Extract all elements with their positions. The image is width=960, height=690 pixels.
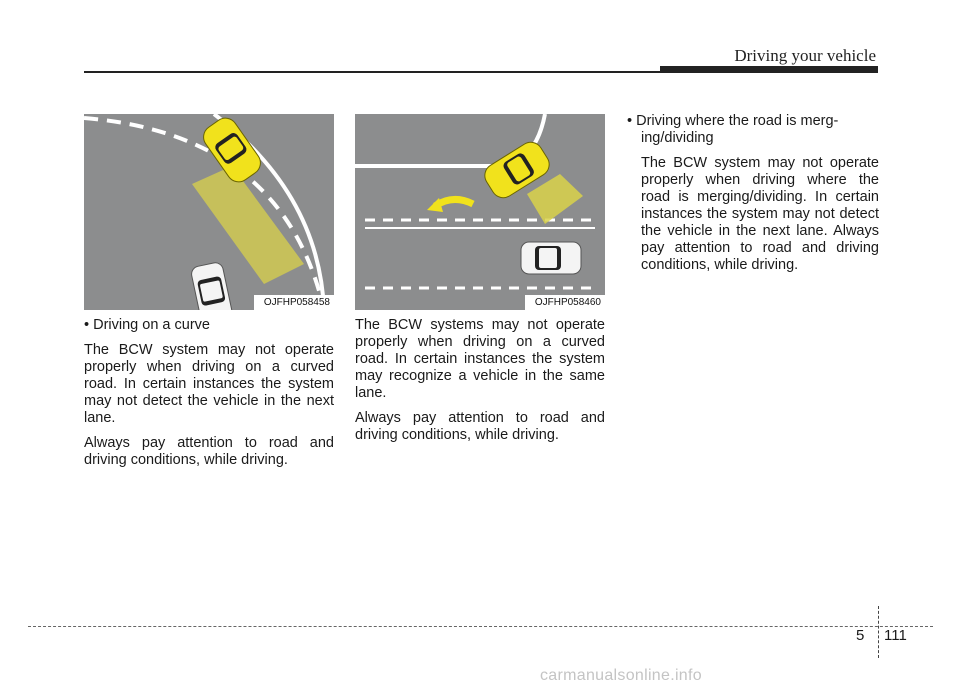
paragraph: The BCW systems may not operate properly when driving on a curved road. In certain instances the system may recognize a vehicle in the same lane. — [355, 317, 605, 401]
curve-illustration — [84, 114, 334, 310]
bullet-merging: • Driving where the road is merg-ing/dividing — [627, 113, 839, 146]
figure-code: OJFHP058458 — [254, 295, 334, 310]
column-right — [627, 113, 879, 282]
footer-divider — [878, 606, 879, 658]
same-lane-illustration — [355, 114, 605, 310]
figure-curve — [84, 114, 334, 310]
paragraph: Always pay attention to road and driving conditions, while driving. — [355, 410, 605, 443]
paragraph: The BCW system may not operate properly when driving on a curved road. In certain instances the system may not detect the vehicle in the next lane. — [84, 342, 334, 426]
white-suv — [521, 242, 581, 274]
column-middle — [355, 317, 605, 452]
column-left — [84, 317, 334, 477]
watermark: carmanualsonline.info — [540, 667, 702, 684]
paragraph: The BCW system may not operate properly when driving where the road is merging/dividing. In certain instances the system may not detect the vehicle in the next lane. Always pay attention to road and driving conditions, while driving. — [641, 155, 879, 273]
figure-code: OJFHP058460 — [525, 295, 605, 310]
footer-dashed-rule — [28, 626, 933, 627]
bullet-curve: • Driving on a curve — [84, 317, 210, 333]
page-number: 111 — [884, 627, 907, 644]
header-rule-accent — [660, 66, 878, 73]
figure-same-lane — [355, 114, 605, 310]
section-title: Driving your vehicle — [734, 46, 876, 65]
paragraph: Always pay attention to road and driving conditions, while driving. — [84, 435, 334, 468]
chapter-number: 5 — [856, 627, 865, 644]
